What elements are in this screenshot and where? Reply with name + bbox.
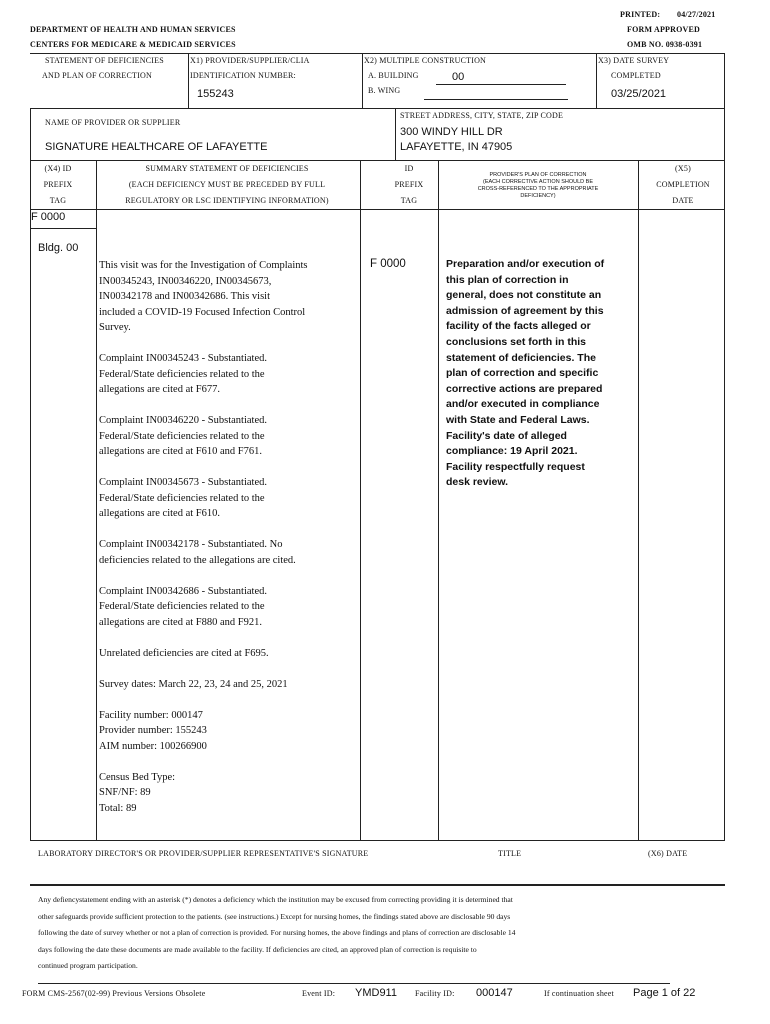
- address-line-2: LAFAYETTE, IN 47905: [400, 141, 513, 153]
- box2-bottom-rule: [30, 160, 725, 161]
- printed-date: 04/27/2021: [677, 10, 716, 19]
- statement-label-1: STATEMENT OF DEFICIENCIES: [45, 56, 164, 65]
- id-header-2: PREFIX: [394, 180, 424, 189]
- signature-top-rule: [30, 840, 725, 841]
- disclaimer-line: other safeguards provide sufficient protection to the patients. (see instructions.) Except for nursing homes, the findings stated above are disclosable 90 days: [38, 911, 511, 921]
- provider-id-value: 155243: [197, 88, 234, 100]
- disclaimer: [38, 892, 718, 975]
- address-label: STREET ADDRESS, CITY, STATE, ZIP CODE: [400, 111, 564, 120]
- provider-name-value: SIGNATURE HEALTHCARE OF LAFAYETTE: [45, 141, 268, 153]
- plan-of-correction-text: Preparation and/or execution of this plan of correction in general, does not constitute an admission of agreement by this facility of the facts alleged or conclusions set forth in this statement of deficiencies. The plan of correction and specific corrective actions are prepared and/or executed in compliance with State and Federal Laws. Facility's date of alleged compliance: 19 April 2021. Facility respectfully request desk review.: [446, 258, 605, 489]
- omb-number: OMB NO. 0938-0391: [627, 40, 703, 49]
- left-tag: F 0000: [31, 211, 66, 223]
- col-rule-left: [30, 160, 31, 840]
- id-header-1: ID: [404, 164, 414, 173]
- wing-underline: [424, 99, 568, 100]
- box2-divider: [395, 108, 396, 161]
- department-title: DEPARTMENT OF HEALTH AND HUMAN SERVICES: [30, 25, 236, 34]
- event-id-label: Event ID:: [302, 989, 336, 998]
- box1-right-rule: [724, 53, 725, 108]
- disclaimer-line: days following the date these documents are made available to the facility. If deficiencies are cited, an approved plan of correction is requisite to: [38, 944, 477, 954]
- poc-header-2: (EACH CORRECTIVE ACTION SHOULD BE: [482, 179, 594, 185]
- column-header-bottom-rule: [30, 209, 725, 210]
- facility-id-label: Facility ID:: [415, 989, 455, 998]
- page-number: Page 1 of 22: [633, 987, 696, 999]
- col-rule-poc: [638, 160, 639, 840]
- disclaimer-line: continued program participation.: [38, 961, 138, 970]
- summary-paragraph: Complaint IN00342686 - Substantiated. Federal/State deficiencies related to the allegations are cited at F880 and F921.: [99, 585, 267, 628]
- summary-paragraph: Survey dates: March 22, 23, 24 and 25, 2021: [99, 678, 288, 690]
- x6-date-label: (X6) DATE: [648, 849, 688, 858]
- summary-header-1: SUMMARY STATEMENT OF DEFICIENCIES: [145, 164, 309, 173]
- continuation-label: If continuation sheet: [544, 989, 614, 998]
- event-id-value: YMD911: [355, 987, 397, 999]
- survey-date-value: 03/25/2021: [611, 88, 667, 100]
- poc-header: [441, 172, 635, 200]
- form-number: FORM CMS-2567(02-99) Previous Versions Obsolete: [22, 989, 206, 998]
- summary-paragraph: Complaint IN00346220 - Substantiated. Federal/State deficiencies related to the allegations are cited at F610 and F761.: [99, 415, 267, 457]
- x4-header-1: (X4) ID: [44, 164, 72, 173]
- address-line-1: 300 WINDY HILL DR: [400, 126, 503, 138]
- col-rule-id: [438, 160, 439, 840]
- left-tag-rule: [30, 228, 96, 229]
- building-value: 00: [452, 71, 465, 83]
- summary-paragraph: Census Bed Type: SNF/NF: 89 Total: 89: [99, 771, 176, 814]
- x3-label-2: COMPLETED: [611, 71, 661, 80]
- box1-divider-3: [596, 53, 597, 108]
- box1-divider-2: [362, 53, 363, 108]
- summary-paragraph: Complaint IN00345673 - Substantiated. Federal/State deficiencies related to the allegations are cited at F610.: [99, 477, 267, 519]
- building-tag: Bldg. 00: [38, 242, 79, 254]
- provider-name-label: NAME OF PROVIDER OR SUPPLIER: [45, 118, 181, 127]
- x2-label: X2) MULTIPLE CONSTRUCTION: [364, 56, 487, 65]
- col-rule-right: [724, 160, 725, 840]
- box1-top-rule: [30, 53, 725, 54]
- wing-label: B. WING: [368, 86, 401, 95]
- summary-paragraph: Facility number: 000147 Provider number: 155243 AIM number: 100266900: [99, 709, 207, 752]
- summary-paragraph: This visit was for the Investigation of Complaints IN00345243, IN00346220, IN00345673, IN00342178 and IN00342686. This visit included a COVID-19 Focused Infection Control Survey.: [99, 260, 308, 333]
- x5-header-3: DATE: [672, 196, 694, 205]
- box1-divider-1: [188, 53, 189, 108]
- poc-header-1: PROVIDER'S PLAN OF CORRECTION: [489, 172, 587, 178]
- x4-header-3: TAG: [49, 196, 67, 205]
- box1-bottom-rule: [30, 108, 725, 109]
- box2-left-rule: [30, 108, 31, 161]
- building-label: A. BUILDING: [368, 71, 419, 80]
- facility-id-value: 000147: [476, 987, 513, 999]
- printed-label: PRINTED:: [620, 10, 661, 19]
- x4-header-2: PREFIX: [43, 180, 73, 189]
- disclaimer-line: Any defiencystatement ending with an asterisk (*) denotes a deficiency which the institution may be excused from correcting providing it is determined that: [38, 895, 513, 904]
- id-header-3: TAG: [400, 196, 418, 205]
- col-rule-x4: [96, 160, 97, 840]
- disclaimer-line: following the date of survey whether or not a plan of correction is provided. For nursing homes, the above findings and plans of correction are disclosable 14: [38, 928, 516, 937]
- summary-paragraph: Complaint IN00342178 - Substantiated. No deficiencies related to the allegations are cited.: [99, 539, 296, 566]
- summary-header-2: (EACH DEFICIENCY MUST BE PRECEDED BY FULL: [128, 180, 326, 189]
- summary-text: [99, 258, 357, 832]
- poc-header-4: DEFICIENCY): [520, 193, 556, 199]
- x3-label-1: X3) DATE SURVEY: [598, 56, 670, 65]
- x1-label-2: IDENTIFICATION NUMBER:: [190, 71, 296, 80]
- signature-label: LABORATORY DIRECTOR'S OR PROVIDER/SUPPLIER REPRESENTATIVE'S SIGNATURE: [38, 849, 369, 858]
- summary-paragraph: Complaint IN00345243 - Substantiated. Federal/State deficiencies related to the allegations are cited at F677.: [99, 353, 267, 395]
- x5-header-2: COMPLETION: [656, 180, 710, 189]
- poc-header-3: CROSS-REFERENCED TO THE APPROPRIATE: [477, 186, 599, 192]
- centers-title: CENTERS FOR MEDICARE & MEDICAID SERVICES: [30, 40, 236, 49]
- building-underline: [436, 84, 566, 85]
- statement-label-2: AND PLAN OF CORRECTION: [42, 71, 152, 80]
- x5-header-1: (X5): [675, 164, 691, 173]
- x1-label-1: X1) PROVIDER/SUPPLIER/CLIA: [190, 56, 310, 65]
- id-prefix-tag: F 0000: [370, 258, 406, 270]
- summary-paragraph: Unrelated deficiencies are cited at F695.: [99, 647, 269, 659]
- signature-bottom-rule: [30, 884, 725, 886]
- summary-header-3: REGULATORY OR LSC IDENTIFYING INFORMATION): [125, 196, 329, 205]
- box2-right-rule: [724, 108, 725, 161]
- title-label: TITLE: [498, 849, 522, 858]
- col-rule-summary: [360, 160, 361, 840]
- footer-top-rule: [38, 983, 670, 984]
- form-approved: FORM APPROVED: [627, 25, 701, 34]
